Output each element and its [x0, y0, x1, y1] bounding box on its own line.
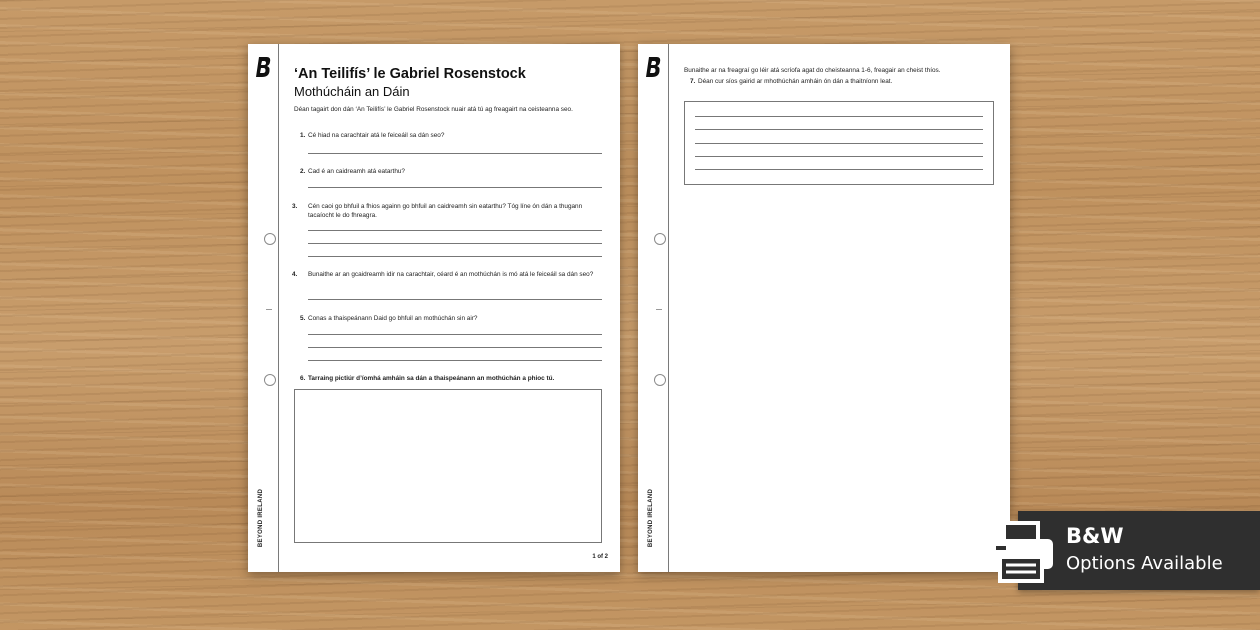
beyond-logo-icon [256, 56, 272, 78]
worksheet-intro: Déan tagairt don dán ‘An Teilifís’ le Gabriel Rosenstock nuair atá tú ag freagairt na ceisteanna seo. [294, 106, 573, 113]
answer-line [308, 334, 602, 335]
question-4: 4. Bunaithe ar an gcaidreamh idir na carachtair, céard é an mothúchán is mó atá le feiceáil sa dán seo? [292, 271, 594, 278]
worksheet-page-1 [248, 44, 620, 572]
answer-line [695, 143, 983, 144]
answer-line [695, 129, 983, 130]
answer-line [308, 230, 602, 231]
bw-options-badge [1018, 511, 1260, 590]
answer-line [308, 360, 602, 361]
answer-line [695, 116, 983, 117]
punch-hole [654, 374, 666, 386]
answer-line [308, 243, 602, 244]
question-6: 6. Tarraing pictiúr d’íomhá amháin sa dán a thaispeánann an mothúchán a phioc tú. [300, 375, 555, 382]
question-7: 7. Déan cur síos gairid ar mhothúchán amháin ón dán a thaitníonn leat. [690, 78, 893, 85]
punch-hole [264, 233, 276, 245]
answer-line [308, 153, 602, 154]
margin-line [668, 44, 669, 572]
page-number: 1 of 2 [592, 554, 608, 560]
punch-hole [264, 374, 276, 386]
answer-line [308, 187, 602, 188]
margin-line [278, 44, 279, 572]
printer-icon [984, 519, 1058, 585]
punch-hole [654, 233, 666, 245]
answer-line [308, 256, 602, 257]
question-3: 3. Cén caoi go bhfuil a fhios againn go bhfuil an caidreamh sin eatarthu? Tóg líne ón dán a thugann tacaíocht le do fhreagra. [292, 203, 583, 219]
answer-line [308, 347, 602, 348]
answer-line [695, 156, 983, 157]
drawing-box [294, 389, 602, 543]
beyond-logo-icon [646, 56, 662, 78]
answer-box [684, 101, 994, 185]
worksheet-page-2 [638, 44, 1010, 572]
worksheet-subtitle: Mothúcháin an Dáin [294, 84, 410, 99]
answer-line [308, 299, 602, 300]
answer-line [695, 169, 983, 170]
worksheet-intro: Bunaithe ar na freagraí go léir atá scríofa agat do cheisteanna 1-6, freagair an cheist thíos. [684, 67, 941, 74]
question-1: 1. Cé hiad na carachtair atá le feiceáil sa dán seo? [300, 132, 445, 139]
badge-title: B&W [1066, 524, 1124, 548]
fold-mark [266, 309, 272, 310]
question-2: 2. Cad é an caidreamh atá eatarthu? [300, 168, 405, 175]
fold-mark [656, 309, 662, 310]
question-5: 5. Conas a thaispeánann Daid go bhfuil an mothúchán sin air? [300, 315, 478, 322]
side-brand-text: BEYOND IRELAND [258, 488, 264, 548]
badge-subtitle: Options Available [1066, 553, 1223, 574]
side-brand-text: BEYOND IRELAND [648, 488, 654, 548]
worksheet-title: ‘An Teilifís’ le Gabriel Rosenstock [294, 66, 526, 82]
